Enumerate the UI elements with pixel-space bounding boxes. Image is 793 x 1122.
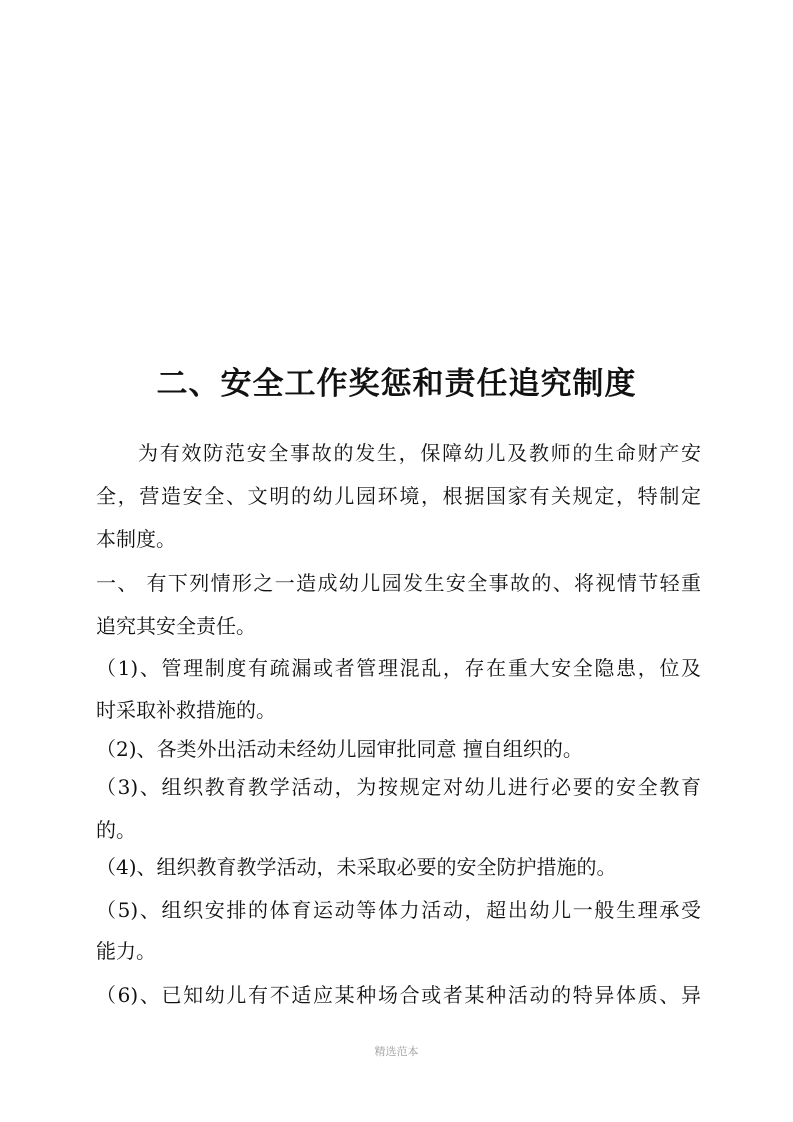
paragraph-line: （4)、组织教育教学活动，未采取必要的安全防护措施的。	[96, 855, 617, 879]
paragraph-line: 追究其安全责任。	[96, 614, 256, 638]
paragraph-line: 的。	[96, 818, 136, 842]
paragraph-line: 本制度。	[96, 527, 176, 551]
paragraph-line: 一、 有下列情形之一造成幼儿园发生安全事故的、将视情节轻重	[96, 571, 701, 595]
paragraph-line: 时采取补救措施的。	[96, 698, 276, 722]
paragraph-line: （3)、组织教育教学活动，为按规定对幼儿进行必要的安全教育	[96, 775, 701, 799]
page-footer: 精选范本	[374, 1045, 419, 1058]
paragraph-line: （6)、已知幼儿有不适应某种场合或者某种活动的特异体质、异	[96, 983, 701, 1007]
paragraph-line: 全，营造安全、文明的幼儿园环境，根据国家有关规定，特制定	[96, 484, 701, 508]
paragraph-line: （1)、管理制度有疏漏或者管理混乱，存在重大安全隐患，位及	[96, 656, 701, 680]
paragraph-line: （5)、组织安排的体育运动等体力活动，超出幼儿一般生理承受	[96, 898, 701, 922]
paragraph-line: 为有效防范安全事故的发生，保障幼儿及教师的生命财产安	[138, 441, 701, 465]
paragraph-line: （2)、各类外出活动未经幼儿园审批同意 擅自组织的。	[96, 737, 583, 761]
document-title: 二、安全工作奖惩和责任追究制度	[156, 366, 637, 402]
paragraph-line: 能力。	[96, 939, 156, 963]
